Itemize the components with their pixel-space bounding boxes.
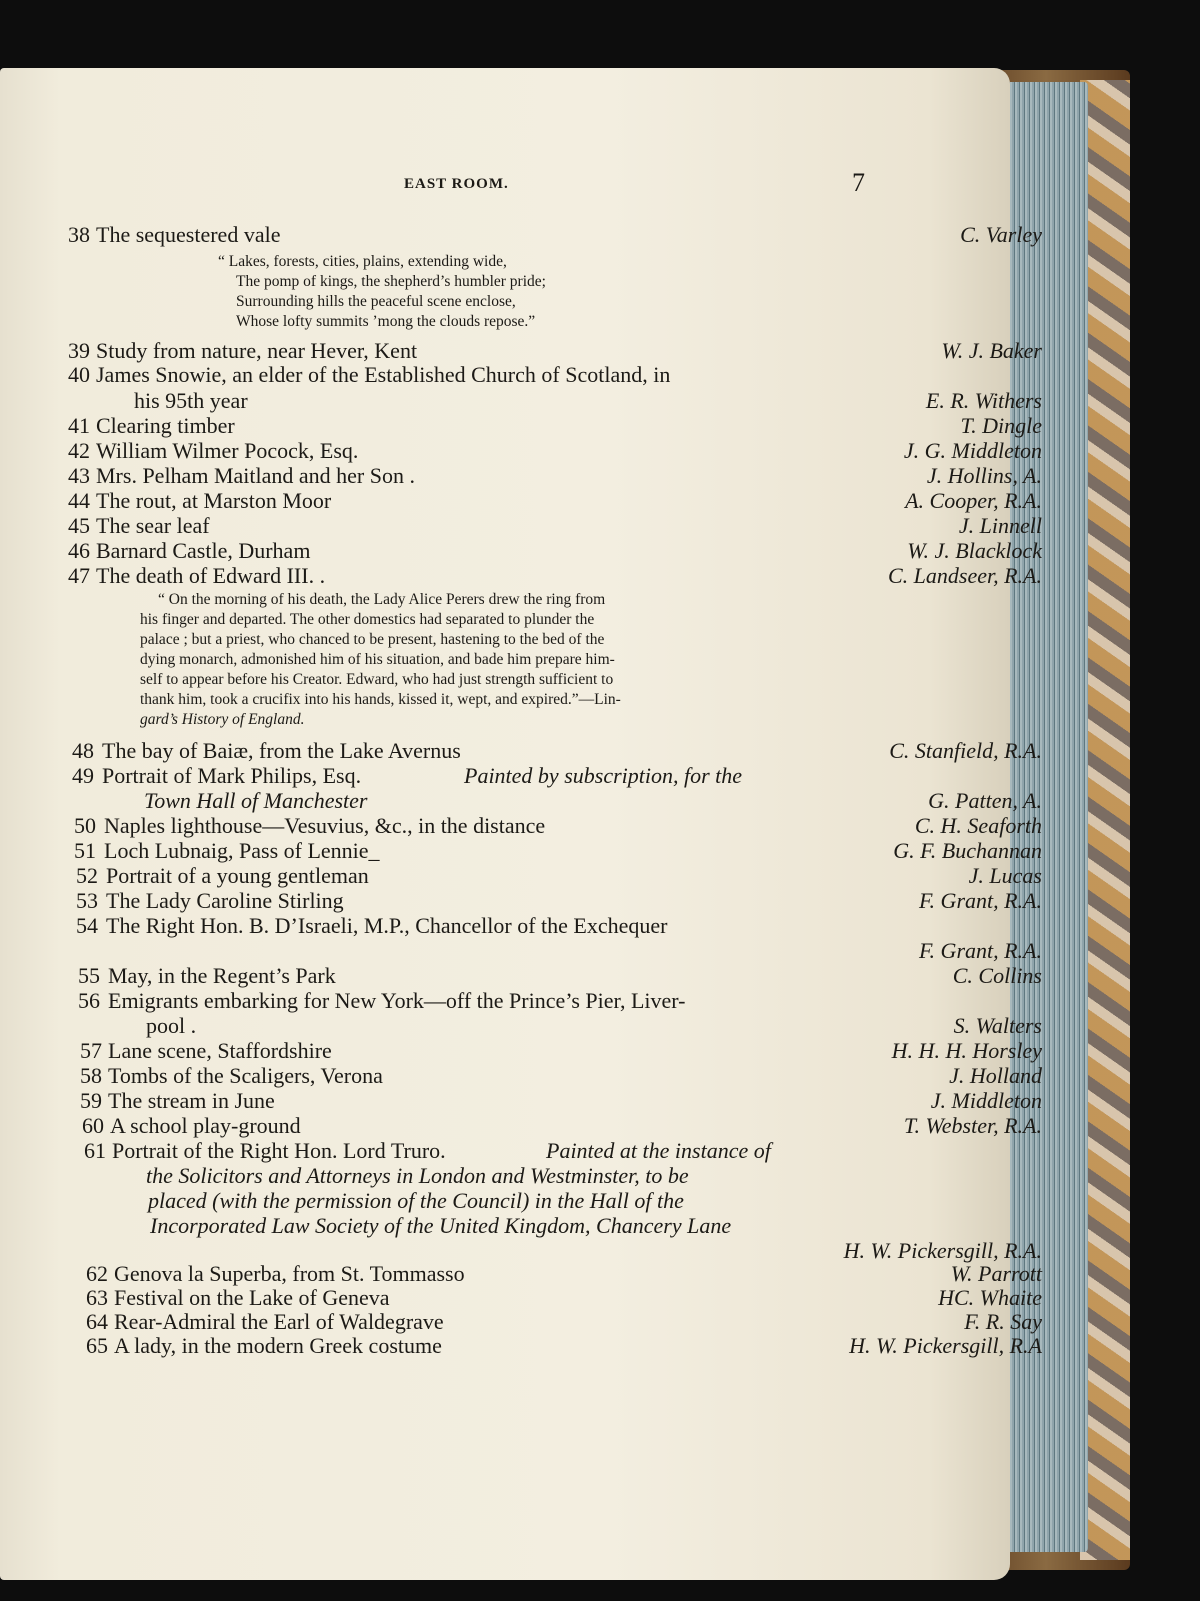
entry-number: 41 xyxy=(68,413,90,438)
entry-artist: C. Stanfield, R.A. xyxy=(889,738,1042,763)
entry-title: Genova la Superba, from St. Tommasso xyxy=(114,1261,465,1286)
entry-artist: C. Landseer, R.A. xyxy=(888,563,1042,588)
entry-number: 62 xyxy=(86,1261,108,1286)
entry-number: 57 xyxy=(80,1038,102,1063)
entry-artist: S. Walters xyxy=(953,1013,1042,1038)
entry-note: Painted by subscription, for the xyxy=(464,763,743,788)
entry-title: Rear-Admiral the Earl of Waldegrave xyxy=(114,1309,444,1334)
entry-note-line: the Solicitors and Attorneys in London and Westminster, to be xyxy=(146,1163,689,1188)
entry-title: Study from nature, near Hever, Kent xyxy=(96,338,418,363)
entry-title: Naples lighthouse—Vesuvius, &c., in the distance xyxy=(104,813,546,838)
entry-title: May, in the Regent’s Park xyxy=(108,963,336,988)
entry-artist: E. R. Withers xyxy=(925,388,1042,413)
entry-title: The rout, at Marston Moor xyxy=(96,488,332,513)
history-quote-line: gard’s History of England. xyxy=(140,711,305,728)
entry-title: A school play-ground xyxy=(110,1113,301,1138)
entry-number: 42 xyxy=(68,438,90,463)
entry-title: The stream in June xyxy=(108,1088,275,1113)
entry-title: Portrait of a young gentleman xyxy=(106,863,369,888)
entry-number: 54 xyxy=(76,913,98,938)
entry-artist: C. Collins xyxy=(952,963,1042,988)
entry-artist: T. Dingle xyxy=(960,413,1042,438)
entry-artist: W. J. Baker xyxy=(941,338,1042,363)
entry-title: The sear leaf xyxy=(96,513,210,538)
page-header-title: EAST ROOM. xyxy=(404,176,509,192)
entry-number: 44 xyxy=(68,488,90,513)
entry-artist: J. Linnell xyxy=(958,513,1042,538)
entry-number: 51 xyxy=(74,838,96,863)
entry-title-continued: pool . xyxy=(146,1013,197,1038)
entry-number: 48 xyxy=(72,738,94,763)
verse-quote-line: Surrounding hills the peaceful scene enclose, xyxy=(236,293,516,310)
entry-title: Mrs. Pelham Maitland and her Son . xyxy=(96,463,415,488)
entry-title: Festival on the Lake of Geneva xyxy=(114,1285,390,1310)
history-quote-line: dying monarch, admonished him of his situation, and bade him prepare him- xyxy=(140,651,615,668)
entry-artist: C. Varley xyxy=(960,222,1042,247)
entry-title: Lane scene, Staffordshire xyxy=(108,1038,332,1063)
entry-artist: H. W. Pickersgill, R.A xyxy=(849,1333,1042,1358)
entry-number: 53 xyxy=(76,888,98,913)
entry-artist: F. Grant, R.A. xyxy=(918,888,1042,913)
entry-number: 38 xyxy=(68,222,90,247)
entry-artist: F. R. Say xyxy=(964,1309,1042,1334)
entry-title: Clearing timber xyxy=(96,413,235,438)
verse-quote-line: Whose lofty summits ’mong the clouds repose.” xyxy=(236,313,536,330)
history-quote-line: self to appear before his Creator. Edward, who had just strength sufficient to xyxy=(140,671,614,688)
entry-number: 60 xyxy=(82,1113,104,1138)
entry-number: 56 xyxy=(78,988,100,1013)
entry-number: 58 xyxy=(80,1063,102,1088)
entry-artist: W. J. Blacklock xyxy=(907,538,1042,563)
history-quote-line: palace ; but a priest, who chanced to be present, hastening to the bed of the xyxy=(140,631,605,648)
page-number: 7 xyxy=(852,168,865,197)
entry-artist: H. W. Pickersgill, R.A. xyxy=(843,1238,1042,1263)
entry-artist: J. Holland xyxy=(949,1063,1042,1088)
entry-number: 39 xyxy=(68,338,90,363)
entry-number: 55 xyxy=(78,963,100,988)
verse-quote-line: The pomp of kings, the shepherd’s humbler pride; xyxy=(236,273,546,290)
entry-title: William Wilmer Pocock, Esq. xyxy=(96,438,359,463)
entry-number: 45 xyxy=(68,513,90,538)
entry-note: Painted at the instance of xyxy=(546,1138,771,1163)
entry-title: Tombs of the Scaligers, Verona xyxy=(108,1063,383,1088)
entry-title: The Right Hon. B. D’Israeli, M.P., Chancellor of the Exchequer xyxy=(106,913,668,938)
entry-artist: J. Hollins, A. xyxy=(926,463,1042,488)
entry-number: 63 xyxy=(86,1285,108,1310)
entry-title: Portrait of the Right Hon. Lord Truro. xyxy=(112,1138,446,1163)
entry-title: James Snowie, an elder of the Established Church of Scotland, in xyxy=(96,362,671,387)
history-quote-line: “ On the morning of his death, the Lady Alice Perers drew the ring from xyxy=(158,591,606,608)
entry-artist: G. F. Buchannan xyxy=(893,838,1042,863)
entry-note-line: placed (with the permission of the Council) in the Hall of the xyxy=(148,1188,684,1213)
entry-title: The death of Edward III. . xyxy=(96,563,326,588)
entry-artist: F. Grant, R.A. xyxy=(918,938,1042,963)
entry-artist: HC. Whaite xyxy=(938,1285,1042,1310)
entry-title: The bay of Baiæ, from the Lake Avernus xyxy=(102,738,461,763)
entry-number: 65 xyxy=(86,1333,108,1358)
entry-number: 49 xyxy=(72,763,94,788)
entry-number: 40 xyxy=(68,362,90,387)
verse-quote-line: “ Lakes, forests, cities, plains, extending wide, xyxy=(218,253,507,270)
entry-title: The Lady Caroline Stirling xyxy=(106,888,344,913)
entry-title: Portrait of Mark Philips, Esq. xyxy=(102,763,362,788)
entry-note-line: Incorporated Law Society of the United Kingdom, Chancery Lane xyxy=(150,1213,732,1238)
entry-artist: H. H. H. Horsley xyxy=(891,1038,1042,1063)
entry-artist: C. H. Seaforth xyxy=(914,813,1042,838)
entry-artist: T. Webster, R.A. xyxy=(903,1113,1042,1138)
entry-number: 47 xyxy=(68,563,90,588)
entry-number: 61 xyxy=(84,1138,106,1163)
entry-artist: A. Cooper, R.A. xyxy=(905,488,1042,513)
entry-artist: J. G. Middleton xyxy=(903,438,1042,463)
history-quote-line: his finger and departed. The other domestics had separated to plunder the xyxy=(140,611,595,628)
history-quote-line: thank him, took a crucifix into his hands, kissed it, wept, and expired.”—Lin- xyxy=(140,691,621,708)
entry-number: 43 xyxy=(68,463,90,488)
entry-artist: W. Parrott xyxy=(950,1261,1042,1286)
entry-title: A lady, in the modern Greek costume xyxy=(114,1333,442,1358)
entry-title-continued: his 95th year xyxy=(134,388,248,413)
entry-title: The sequestered vale xyxy=(96,222,281,247)
entry-title-continued: Town Hall of Manchester xyxy=(144,788,368,813)
entry-artist: J. Middleton xyxy=(930,1088,1042,1113)
entry-artist: J. Lucas xyxy=(968,863,1042,888)
entry-title: Barnard Castle, Durham xyxy=(96,538,311,563)
entry-artist: G. Patten, A. xyxy=(928,788,1042,813)
entry-number: 52 xyxy=(76,863,98,888)
entry-title: Emigrants embarking for New York—off the Prince’s Pier, Liver- xyxy=(108,988,686,1013)
entry-number: 59 xyxy=(80,1088,102,1113)
entry-number: 46 xyxy=(68,538,90,563)
entry-title: Loch Lubnaig, Pass of Lennie_ xyxy=(104,838,380,863)
entry-number: 64 xyxy=(86,1309,108,1334)
entry-number: 50 xyxy=(74,813,96,838)
